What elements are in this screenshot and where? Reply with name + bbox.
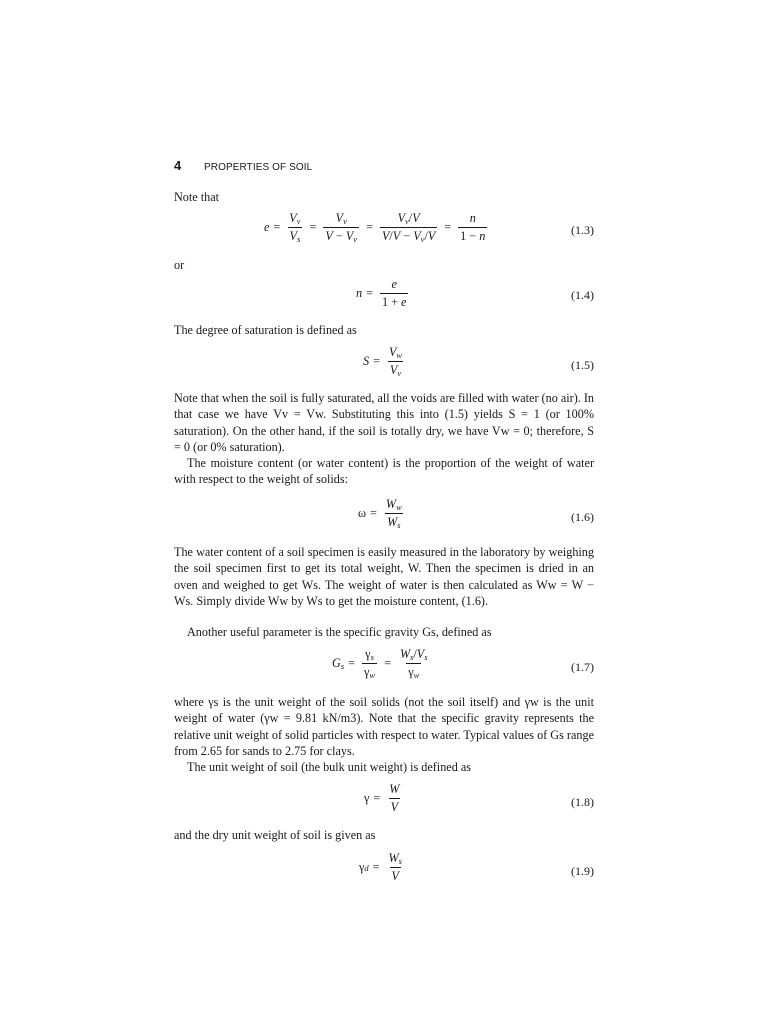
equation-1-8-body: γ = $\frac{W}{V}$: [364, 782, 400, 814]
equation-number: (1.4): [571, 288, 594, 302]
page-number: 4: [174, 158, 182, 173]
paragraph-note-that: Note that: [174, 190, 220, 204]
paragraph-where-gamma: where γs is the unit weight of the soil solids (not the soil itself) and γw is the unit weight of water (γw = 9.81 kN/m3). Note that the specific gravity represents the relative unit weight of solid particles with respect to water. Typical values of Gs range from 2.65 for sands to 2.75 for clays.: [174, 695, 594, 758]
paragraph-specific-gravity: Another useful parameter is the specific gravity Gs, defined as: [187, 625, 492, 639]
equation-1-4: [174, 278, 594, 314]
paragraph-dry-unit-weight: and the dry unit weight of soil is given as: [174, 828, 376, 842]
paragraph-moisture-content: The moisture content (or water content) is the proportion of the weight of water with respect to the weight of solids:: [174, 456, 594, 487]
equation-1-8: [174, 783, 594, 823]
equation-1-9: [174, 852, 594, 892]
equation-1-5: [174, 346, 594, 386]
equation-1-3: [174, 212, 594, 252]
equation-1-5-body: S = $\frac{V_w}{V_v}$: [363, 345, 403, 378]
equation-number: (1.8): [571, 795, 594, 809]
running-head: PROPERTIES OF SOIL: [204, 162, 313, 173]
equation-number: (1.3): [571, 223, 594, 237]
paragraph-fully-saturated: Note that when the soil is fully saturated, all the voids are filled with water (no air). In that case we have Vv = Vw. Substituting this into (1.5) yields S = 1 (or 100% saturation). On the other hand, if the soil is totally dry, we have Vw = 0; therefore, S = 0 (or 0% saturation).: [174, 391, 595, 454]
equation-number: (1.6): [571, 510, 594, 524]
equation-1-6: [174, 498, 594, 538]
equation-number: (1.5): [571, 358, 594, 372]
paragraph-or: or: [174, 258, 185, 272]
page-header: [174, 158, 312, 174]
equation-1-7-body: $G_s$ = $\frac{\gamma_s}{\gamma_w}$ = $\frac{W_s/V_s}{\gamma_w}$: [332, 647, 428, 680]
paragraph-water-content: The water content of a soil specimen is easily measured in the laboratory by weighing the soil specimen first to get its total weight, W. Then the specimen is dried in an oven and weighed to get Ws. The weight of water is then calculated as Ww = W − Ws. Simply divide Ww by Ws to get the moisture content, (1.6).: [174, 545, 594, 608]
equation-1-9-body: γ d = $\frac{W_s}{V}$: [359, 851, 402, 883]
equation-1-6-body: ω = $\frac{W_w}{W_s}$: [358, 497, 402, 530]
equation-number: (1.7): [571, 660, 594, 674]
equation-1-4-body: n = $\frac{e}{1 + e}$: [356, 277, 407, 309]
equation-1-7: [174, 648, 594, 688]
paragraph-saturation-definition: The degree of saturation is defined as: [174, 323, 357, 337]
equation-number: (1.9): [571, 864, 594, 878]
equation-1-3-body: e = $\frac{V_v}{V_s}$ = $\frac{V_v}{V - V_v}$ = $\frac{V_v/V}{V/V - V_v/V}$ = $\frac{n}{1 - n}$: [264, 211, 486, 244]
paragraph-unit-weight: The unit weight of soil (the bulk unit weight) is defined as: [187, 760, 471, 774]
